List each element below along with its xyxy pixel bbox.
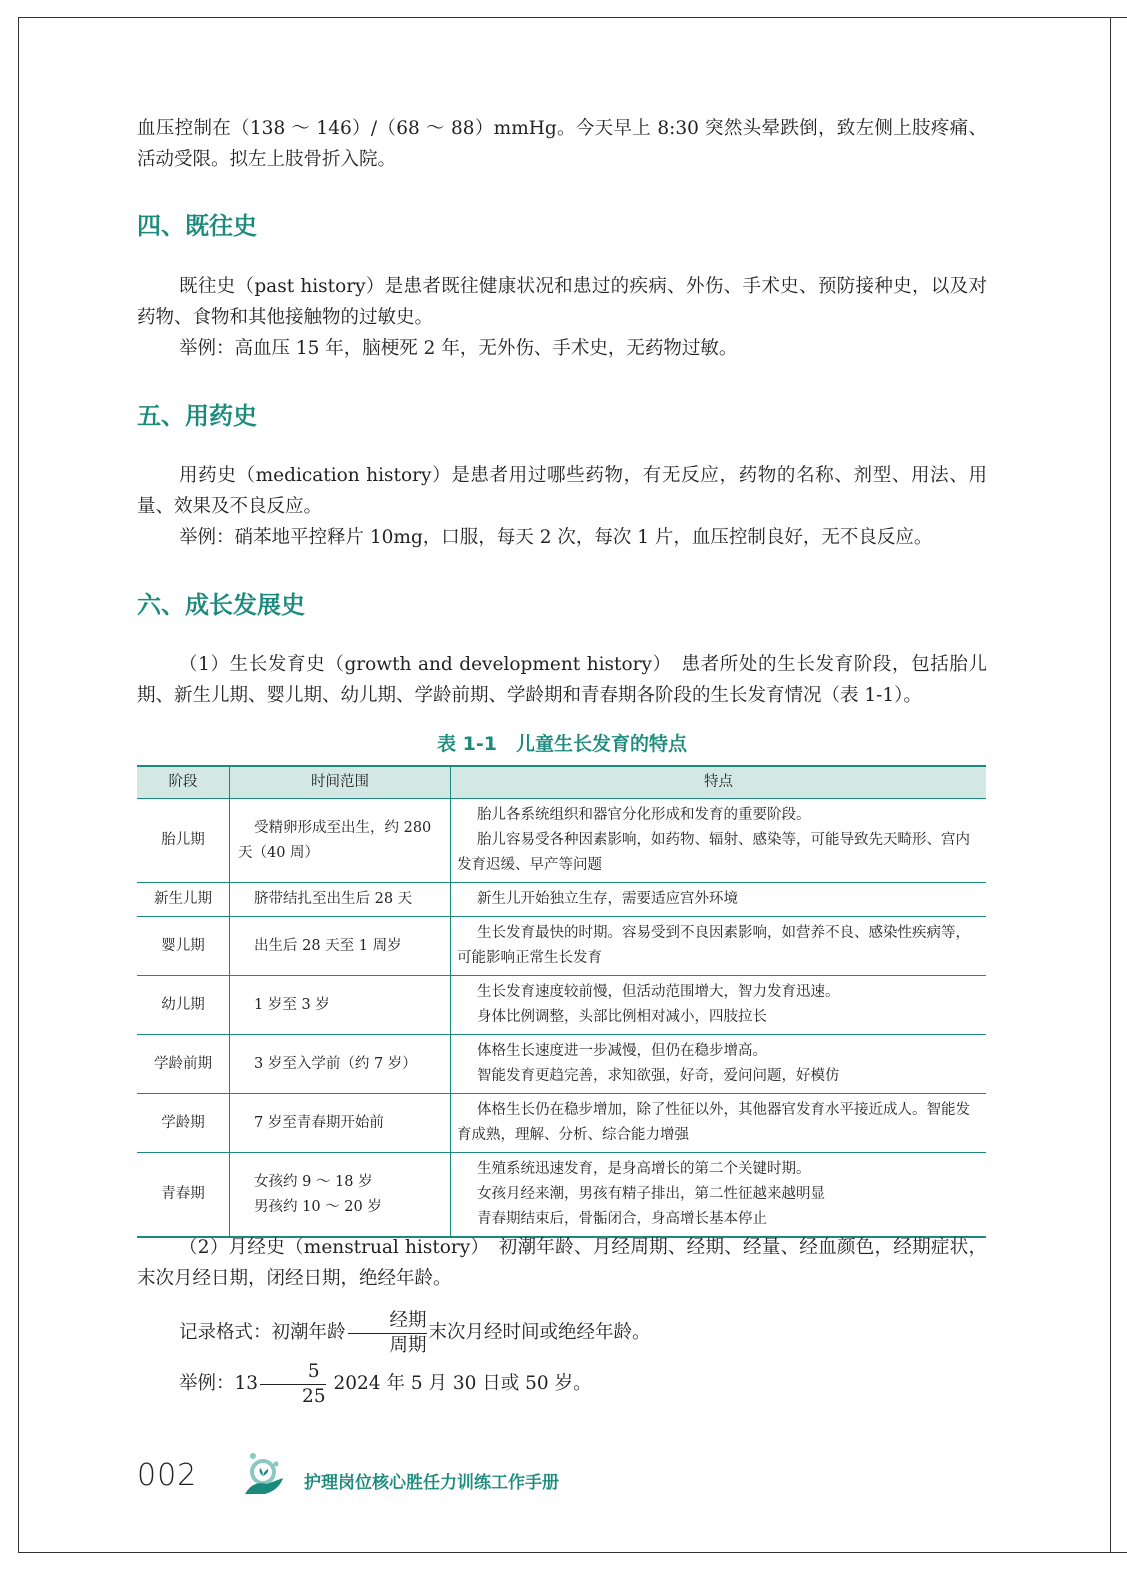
text: 末次月经时间或绝经年龄。 — [428, 1322, 651, 1343]
book-title: 护理岗位核心胜任力训练工作手册 — [304, 1473, 559, 1493]
table-row — [137, 976, 986, 1035]
range-cell — [230, 976, 451, 1035]
fraction — [348, 1309, 427, 1358]
table-row — [137, 1094, 986, 1153]
growth-table — [137, 765, 986, 1238]
features-cell — [451, 976, 987, 1035]
stage-cell: 婴儿期 — [137, 917, 230, 976]
range-line: 1 岁至 3 岁 — [254, 996, 330, 1013]
record-format — [137, 1306, 987, 1360]
table-row — [137, 799, 986, 883]
table-header: 特点 — [451, 766, 987, 799]
stage-cell: 胎儿期 — [137, 799, 230, 883]
range-cell — [230, 883, 451, 917]
range-cell — [230, 1035, 451, 1094]
range-line: 受精卵形成至出生，约 280 天（40 周） — [238, 819, 432, 861]
feature-line: 体格生长速度进一步减慢，但仍在稳步增高。 — [477, 1043, 767, 1059]
example: 举例：硝苯地平控释片 10mg，口服，每天 2 次，每次 1 片，血压控制良好，无不良反应。 — [179, 527, 933, 548]
table-row — [137, 917, 986, 976]
feature-line: 女孩月经来潮，男孩有精子排出，第二性征越来越明显 — [477, 1186, 825, 1202]
range-line: 男孩约 10 ～ 20 岁 — [254, 1198, 382, 1215]
label: 举例：13 — [179, 1373, 259, 1394]
range-cell — [230, 1094, 451, 1153]
range-line: 7 岁至青春期开始前 — [254, 1114, 384, 1131]
feature-line: 生长发育速度较前慢，但活动范围增大，智力发育迅速。 — [477, 984, 840, 1000]
menstrual-example — [137, 1358, 987, 1410]
frame-line — [1110, 17, 1111, 1553]
feature-line: 智能发育更趋完善，求知欲强，好奇，爱问问题，好模仿 — [477, 1068, 840, 1084]
range-cell — [230, 1153, 451, 1238]
paragraph: （1）生长发育史（growth and development history） 患者所处的生长发育阶段，包括胎儿期、新生儿期、婴儿期、幼儿期、学龄前期、学龄期和青春期各阶段的生长发育情况（表 1-1）。 — [137, 654, 987, 706]
table-row — [137, 1035, 986, 1094]
feature-line: 体格生长仍在稳步增加，除了性征以外，其他器官发育水平接近成人。智能发育成熟，理解、分析、综合能力增强 — [457, 1102, 970, 1143]
heading-past-history: 四、既往史 — [137, 212, 257, 240]
fraction — [260, 1360, 326, 1409]
label: 记录格式：初潮年龄 — [179, 1322, 346, 1343]
feature-line: 生殖系统迅速发育，是身高增长的第二个关键时期。 — [477, 1161, 811, 1177]
feature-line: 生长发育最快的时期。容易受到不良因素影响，如营养不良、感染性疾病等，可能影响正常生长发育 — [457, 925, 970, 966]
features-cell — [451, 1094, 987, 1153]
denominator: 周期 — [389, 1334, 427, 1356]
features-cell — [451, 917, 987, 976]
feature-line: 青春期结束后，骨骺闭合，身高增长基本停止 — [477, 1211, 767, 1227]
table-row — [137, 1153, 986, 1238]
table-row — [137, 883, 986, 917]
range-line: 3 岁至入学前（约 7 岁） — [254, 1055, 417, 1072]
book-logo-icon — [243, 1452, 287, 1496]
range-line: 出生后 28 天至 1 周岁 — [254, 937, 402, 954]
numerator: 5 — [260, 1360, 326, 1385]
numerator: 经期 — [348, 1309, 427, 1334]
frame-line — [18, 17, 1127, 18]
heading-growth-history: 六、成长发展史 — [137, 591, 305, 619]
stage-cell: 学龄前期 — [137, 1035, 230, 1094]
features-cell — [451, 799, 987, 883]
frame-line — [18, 1552, 1127, 1553]
stage-cell: 学龄期 — [137, 1094, 230, 1153]
denominator: 25 — [302, 1385, 326, 1407]
paragraph: 用药史（medication history）是患者用过哪些药物，有无反应，药物的名称、剂型、用法、用量、效果及不良反应。 — [137, 465, 987, 517]
text: 2024 年 5 月 30 日或 50 岁。 — [333, 1373, 592, 1394]
table-title: 表 1-1 儿童生长发育的特点 — [437, 733, 687, 755]
table-header: 阶段 — [137, 766, 230, 799]
range-cell — [230, 799, 451, 883]
table-header: 时间范围 — [230, 766, 451, 799]
stage-cell: 青春期 — [137, 1153, 230, 1238]
menstrual-paragraph: （2）月经史（menstrual history） 初潮年龄、月经周期、经期、经量、经血颜色，经期症状，末次月经日期，闭经日期，绝经年龄。 — [137, 1237, 987, 1289]
range-cell — [230, 917, 451, 976]
features-cell — [451, 883, 987, 917]
intro-paragraph: 血压控制在（138 ～ 146）/（68 ～ 88）mmHg。今天早上 8:30 突然头晕跌倒，致左侧上肢疼痛、活动受限。拟左上肢骨折入院。 — [137, 118, 987, 170]
feature-line: 胎儿各系统组织和器官分化形成和发育的重要阶段。 — [477, 807, 811, 823]
stage-cell: 新生儿期 — [137, 883, 230, 917]
feature-line: 胎儿容易受各种因素影响，如药物、辐射、感染等，可能导致先天畸形、宫内发育迟缓、早产等问题 — [457, 832, 970, 873]
paragraph: 既往史（past history）是患者既往健康状况和患过的疾病、外伤、手术史、预防接种史，以及对药物、食物和其他接触物的过敏史。 — [137, 276, 987, 328]
stage-cell: 幼儿期 — [137, 976, 230, 1035]
range-line: 女孩约 9 ～ 18 岁 — [254, 1173, 373, 1190]
page-number: 002 — [137, 1458, 198, 1493]
example: 举例：高血压 15 年，脑梗死 2 年，无外伤、手术史，无药物过敏。 — [179, 338, 738, 359]
features-cell — [451, 1035, 987, 1094]
range-line: 脐带结扎至出生后 28 天 — [254, 891, 413, 907]
heading-medication-history: 五、用药史 — [137, 402, 257, 430]
features-cell — [451, 1153, 987, 1238]
feature-line: 身体比例调整，头部比例相对减小，四肢拉长 — [477, 1009, 767, 1025]
frame-line — [18, 17, 19, 1553]
feature-line: 新生儿开始独立生存，需要适应宫外环境 — [477, 891, 738, 907]
